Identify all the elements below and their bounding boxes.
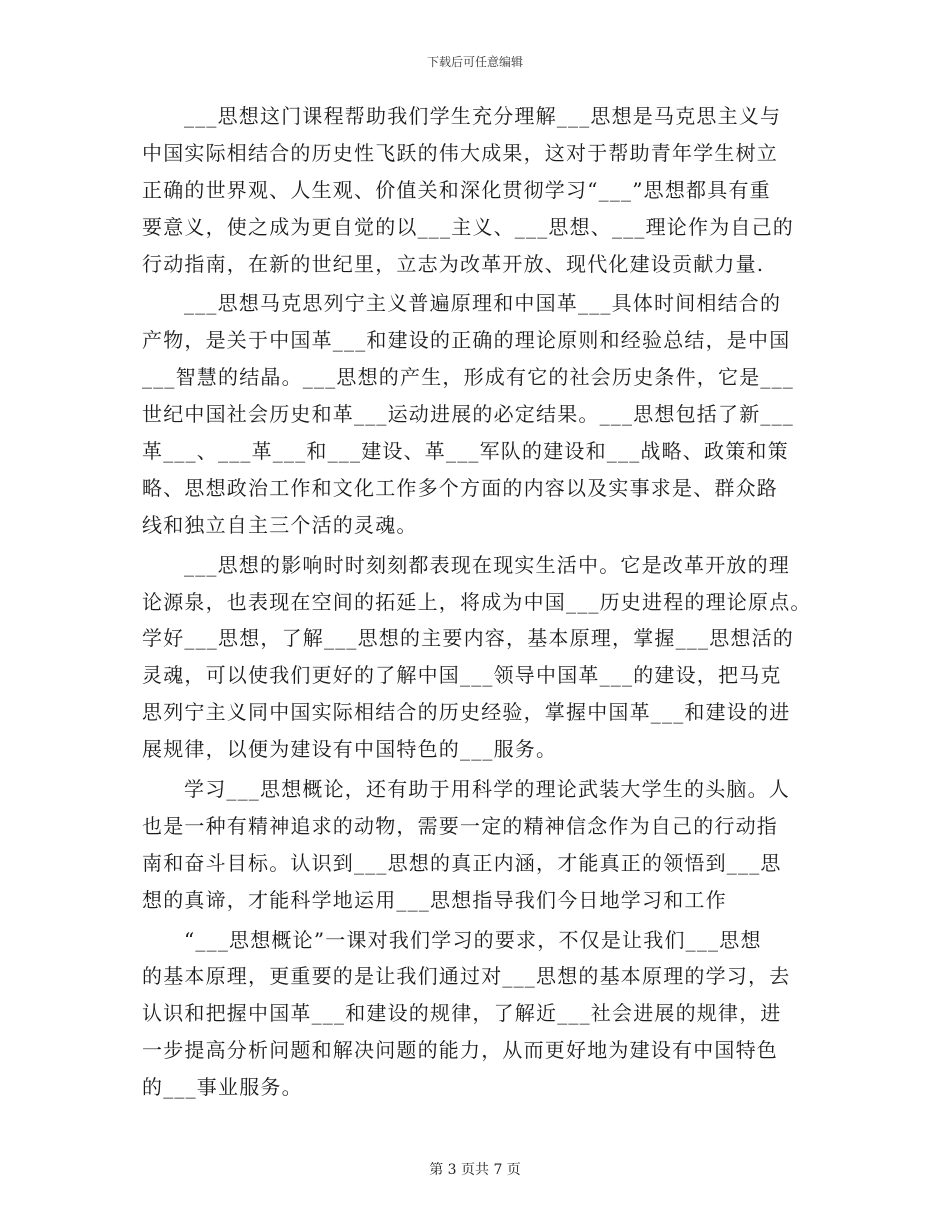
text-line: 的___事业服务。 [142, 1075, 303, 1100]
page-header: 下载后可任意编辑 [426, 55, 523, 69]
paragraph [142, 547, 812, 768]
text-line: 论源泉，也表现在空间的拓延上，将成为中国___历史进程的理论原点。 [142, 589, 812, 614]
text-line: 行动指南，在新的世纪里，立志为改革开放、现代化建设贡献力量. [142, 251, 765, 276]
text-line: 革___、___革___和___建设、革___军队的建设和___战略、政策和策 [142, 439, 789, 464]
paragraph [142, 922, 807, 1106]
text-line: 学习___思想概论，还有助于用科学的理论武装大学生的头脑。人 [184, 777, 790, 802]
text-line: ___智慧的结晶。___思想的产生，形成有它的社会历史条件，它是___ [142, 365, 794, 390]
text-line: 中国实际相结合的历史性飞跃的伟大成果，这对于帮助青年学生树立 [142, 140, 778, 165]
paragraph [142, 285, 807, 543]
text-line: 正确的世界观、人生观、价值关和深化贯彻学习“___”思想都具有重 [142, 177, 771, 202]
text-line: 学好___思想，了解___思想的主要内容，基本原理，掌握___思想活的 [142, 626, 794, 651]
paragraph [142, 98, 807, 282]
text-line: 南和奋斗目标。认识到___思想的真正内涵，才能真正的领悟到___思 [142, 850, 782, 875]
text-line: 的基本原理，更重要的是让我们通过对___思想的基本原理的学习，去 [142, 964, 791, 989]
text-line: 也是一种有精神追求的动物，需要一定的精神信念作为自己的行动指 [142, 813, 778, 838]
text-line: “___思想概论”一课对我们学习的要求，不仅是让我们___思想 [184, 927, 762, 952]
paragraph [142, 771, 807, 919]
text-line: 线和独立自主三个活的灵魂。 [142, 512, 418, 537]
text-line: 思列宁主义同中国实际相结合的历史经验，掌握中国革___和建设的进 [142, 700, 791, 725]
text-line: ___思想这门课程帮助我们学生充分理解___思想是马克思主义与 [184, 104, 782, 128]
text-line: 认识和把握中国革___和建设的规律，了解近___社会进展的规律，进 [142, 1001, 782, 1026]
text-line: 略、思想政治工作和文化工作多个方面的内容以及实事求是、群众路 [142, 475, 778, 500]
text-line: 一步提高分析问题和解决问题的能力，从而更好地为建设有中国特色 [142, 1038, 778, 1063]
text-line: 灵魂，可以使我们更好的了解中国___领导中国革___的建设，把马克 [142, 663, 782, 688]
text-line: 要意义，使之成为更自觉的以___主义、___思想、___理论作为自己的 [142, 214, 794, 239]
text-line: 产物，是关于中国革___和建设的正确的理论原则和经验总结，是中国 [142, 328, 791, 353]
text-line: 世纪中国社会历史和革___运动进展的必定结果。___思想包括了新___ [142, 402, 794, 427]
text-line: 想的真谛，才能科学地运用___思想指导我们今日地学习和工作 [142, 887, 727, 912]
text-line: ___思想马克思列宁主义普遍原理和中国革___具体时间相结合的 [184, 291, 782, 316]
page-number: 第 3 页共 7 页 [429, 1162, 521, 1178]
text-line: ___思想的影响时时刻刻都表现在现实生活中。它是改革开放的理 [184, 552, 790, 577]
document-body [142, 98, 812, 1106]
text-line: 展规律，以便为建设有中国特色的___服务。 [142, 737, 558, 762]
